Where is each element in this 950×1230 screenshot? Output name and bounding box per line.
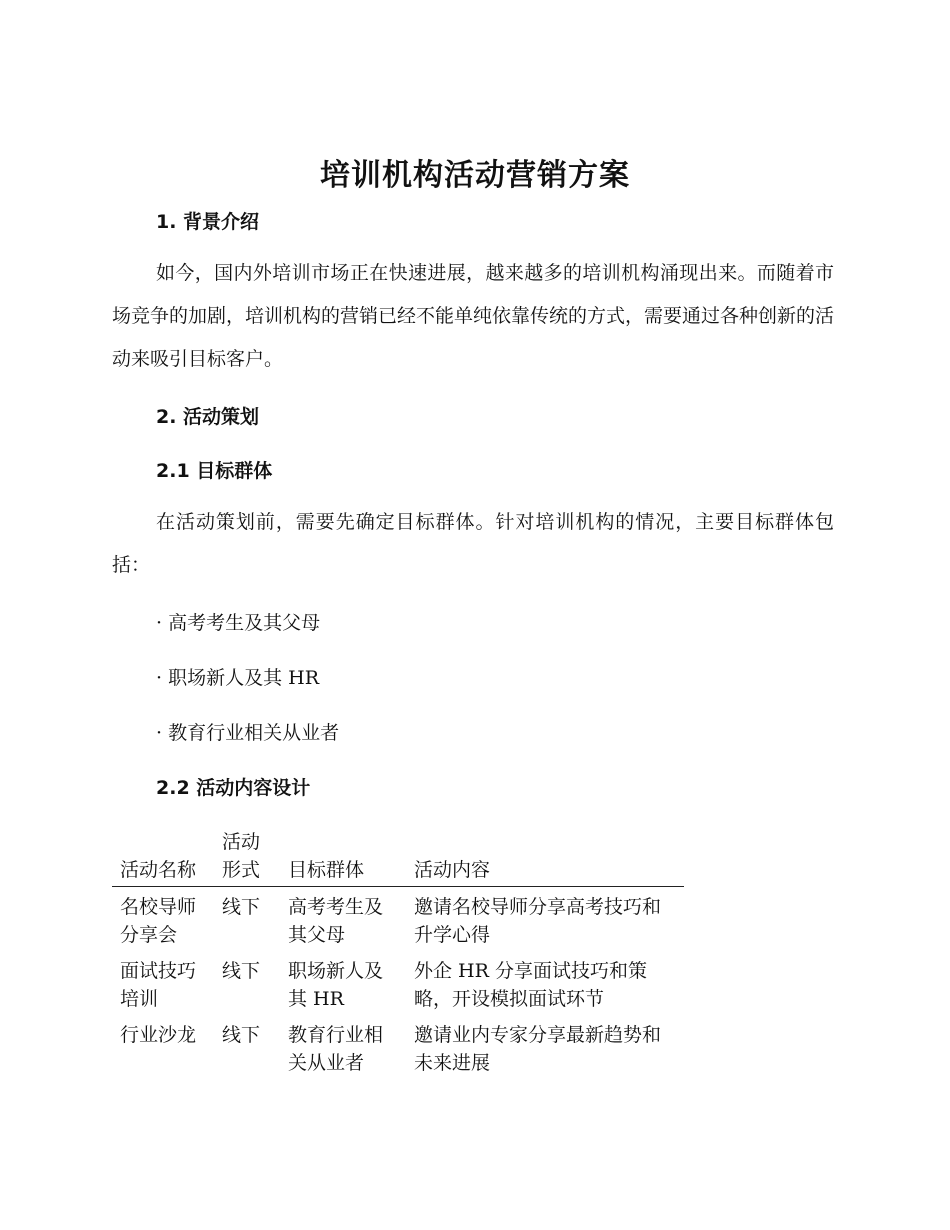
activity-table (112, 828, 684, 1079)
cell-activity-content: 邀请业内专家分享最新趋势和未来进展 (414, 1024, 662, 1074)
column-header-activity-name: 活动名称 (120, 859, 197, 881)
table-row (112, 951, 684, 1015)
section-heading-activity-planning: 2. 活动策划 (156, 406, 260, 428)
cell-activity-name: 行业沙龙 (120, 1024, 197, 1046)
target-group-paragraph: 在活动策划前，需要先确定目标群体。针对培训机构的情况，主要目标群体包括： (112, 511, 834, 576)
column-header-target-group: 目标群体 (288, 859, 365, 881)
section-heading-target-group: 2.1 目标群体 (156, 460, 273, 482)
cell-activity-content: 邀请名校导师分享高考技巧和升学心得 (414, 896, 662, 946)
section-heading-background: 1. 背景介绍 (156, 211, 260, 233)
table-header-row (112, 828, 684, 887)
table-row (112, 1015, 684, 1079)
cell-target-group: 职场新人及其 HR (288, 960, 384, 1010)
cell-target-group: 高考考生及其父母 (288, 896, 384, 946)
cell-activity-format: 线下 (222, 896, 261, 918)
cell-activity-name: 名校导师分享会 (120, 896, 197, 946)
cell-target-group: 教育行业相关从业者 (288, 1024, 384, 1074)
section-heading-activity-content: 2.2 活动内容设计 (156, 777, 311, 799)
cell-activity-format: 线下 (222, 1024, 261, 1046)
background-paragraph: 如今，国内外培训市场正在快速进展，越来越多的培训机构涌现出来。而随着市场竞争的加剧，培训机构的营销已经不能单纯依靠传统的方式，需要通过各种创新的活动来吸引目标客户。 (112, 262, 835, 370)
column-header-activity-content: 活动内容 (414, 859, 491, 881)
column-header-activity-format: 活动形式 (222, 831, 261, 881)
document-title: 培训机构活动营销方案 (320, 158, 630, 193)
cell-activity-format: 线下 (222, 960, 261, 982)
table-row (112, 887, 684, 952)
cell-activity-name: 面试技巧培训 (120, 960, 197, 1010)
bullet-item: · 教育行业相关从业者 (156, 722, 340, 744)
cell-activity-content: 外企 HR 分享面试技巧和策略，开设模拟面试环节 (414, 960, 647, 1010)
bullet-item: · 职场新人及其 HR (156, 667, 319, 689)
bullet-item: · 高考考生及其父母 (156, 612, 321, 634)
